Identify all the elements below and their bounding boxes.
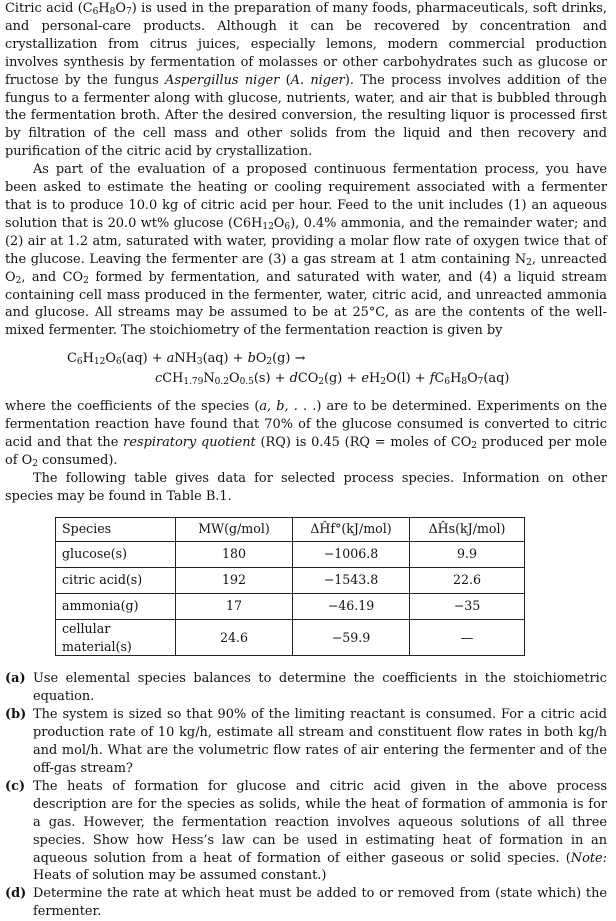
question-c: (c) The heats of formation for glucose and citric acid given in the above process description are for the species as solids, while the heat of formation of ammonia is for a gas. However, the fermentation reaction involves aqueous solutions of all three species. Show how Hess’s law can be used in estimating heat of formation in an aqueous solution from a heat of formation of either gaseous or solid species. (Note: Heats of solution may be assumed constant.) — [5, 778, 607, 884]
question-label: (b) — [5, 707, 27, 723]
cell-mw: 192 — [176, 567, 293, 593]
question-list — [5, 670, 607, 921]
question-b: (b) The system is sized so that 90% of the limiting reactant is consumed. For a citric acid production rate of 10 kg/h, estimate all stream and constituent flow rates in both kg/h and mol/h. What are the volumetric flow rates of air entering the fermenter and of the off-gas stream? — [5, 707, 607, 776]
cell-heat-formation: −1006.8 — [293, 541, 410, 567]
table-row — [56, 593, 525, 619]
cell-heat-formation: −1543.8 — [293, 567, 410, 593]
header-heat-solution: ΔĤs(kJ/mol) — [410, 517, 525, 541]
cell-heat-solution: 9.9 — [410, 541, 525, 567]
cell-mw: 180 — [176, 541, 293, 567]
question-a: (a) Use elemental species balances to determine the coefficients in the stoichiometric equation. — [5, 671, 607, 705]
cell-heat-formation: −46.19 — [293, 593, 410, 619]
table-row — [56, 619, 525, 656]
cell-heat-solution: 22.6 — [410, 567, 525, 593]
header-heat-formation: ΔĤf°(kJ/mol) — [293, 517, 410, 541]
species-data-table — [55, 517, 525, 657]
question-label: (a) — [5, 671, 26, 687]
table-row — [56, 567, 525, 593]
problem-page — [5, 0, 607, 921]
table-header-row — [56, 517, 525, 541]
cell-heat-solution: −35 — [410, 593, 525, 619]
question-d: (d) Determine the rate at which heat must be added to or removed from (state which) the fermenter. — [5, 886, 607, 920]
question-label: (c) — [5, 778, 26, 794]
equation-line-2: $cCH_{1.79}N_{0.2}O_{0.5}(s) + dCO_2(g) + eH_2O(l) + fC_6H_8O_7(aq)$ — [155, 371, 510, 388]
intro-paragraph: Citric acid $(C_6H_8O_7)$ is used in the preparation of many foods, pharmaceuticals, soft drinks, and personal-care products. Although it can be recovered by concentration and crystallization from citrus juices, especially lemons, modern commercial production involves synthesis by fermentation of molasses or other carbohydrates such as glucose or fructose by the fungus Aspergillus niger (A. niger). The process involves addition of the fungus to a fermenter along with glucose, nutrients, water, and air that is bubbled through the fermentation broth. After the desired conversion, the resulting liquor is processed first by filtration of the cell mass and other solids from the liquid and then recovery and purification of the citric acid by crystallization. — [5, 1, 607, 160]
cell-species: cellular material(s) — [56, 619, 176, 656]
cell-heat-formation: −59.9 — [293, 619, 410, 656]
equation-line-1: $C_6H_{12}O_6(aq) + aNH_3(aq) + bO_2(g)$ → — [67, 351, 306, 368]
cell-species: citric acid(s) — [56, 567, 176, 593]
table-row — [56, 541, 525, 567]
stoichiometric-equation — [5, 349, 607, 389]
cell-species: glucose(s) — [56, 541, 176, 567]
process-paragraph: As part of the evaluation of a proposed continuous fermentation process, you have been asked to estimate the heating or cooling requirement associated with a fermenter that is to produce 10.0 kg of citric acid per hour. Feed to the unit includes (1) an aqueous solution that is 20.0 wt% glucose $(C6H_{12}O_6)$, 0.4% ammonia, and the remainder water; and (2) air at 1.2 atm, saturated with water, providing a molar flow rate of oxygen twice that of the glucose. Leaving the fermenter are (3) a gas stream at 1 atm containing $N_2$, unreacted $O_2$, and $CO_2$ formed by fermentation, and saturated with water, and (4) a liquid stream containing cell mass produced in the fermenter, water, citric acid, and unreacted ammonia and glucose. All streams may be assumed to be at 25°C, as are the contents of the well-mixed fermenter. The stoichiometry of the fermentation reaction is given by — [5, 162, 608, 339]
question-label: (d) — [5, 886, 27, 902]
cell-heat-solution: — — [410, 619, 525, 656]
coefficients-paragraph: where the coefficients of the species (a, b, . . .) are to be determined. Experiments on the fermentation reaction have found that 70% of the glucose consumed is converted to citric acid and that the respiratory quotient (RQ) is 0.45 (RQ = moles of $CO_2$ produced per mole of $O_2$ consumed). — [5, 399, 608, 469]
cell-mw: 17 — [176, 593, 293, 619]
table-intro-paragraph: The following table gives data for selected process species. Information on other species may be found in Table B.1. — [5, 470, 607, 504]
header-mw: MW(g/mol) — [176, 517, 293, 541]
cell-mw: 24.6 — [176, 619, 293, 656]
header-species: Species — [56, 517, 176, 541]
cell-species: ammonia(g) — [56, 593, 176, 619]
